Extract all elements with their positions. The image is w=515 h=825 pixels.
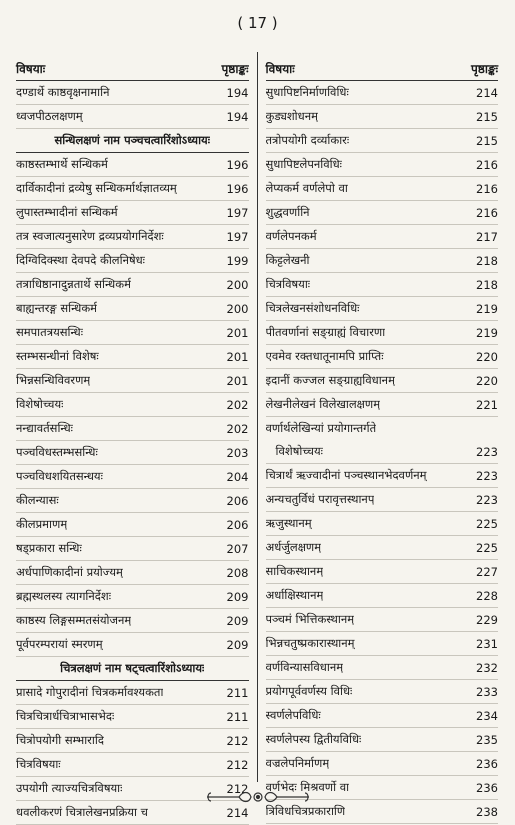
entry-title: तत्र स्वजात्यनुसारेण द्रव्यप्रयोगनिर्देशः — [16, 229, 164, 243]
toc-entry — [16, 633, 249, 657]
toc-entry — [266, 81, 499, 105]
entry-title: विशेषोच्चयः — [275, 444, 323, 458]
entry-page: 209 — [226, 613, 249, 628]
toc-entry — [16, 297, 249, 321]
entry-page: 227 — [476, 564, 498, 579]
entry-page: 212 — [226, 781, 249, 796]
toc-entry — [266, 632, 499, 656]
entry-title: पञ्चविधशयितसन्धयः — [16, 469, 103, 483]
entry-page: 223 — [476, 492, 498, 507]
toc-entry — [16, 273, 249, 297]
entry-page: 206 — [226, 517, 249, 532]
entry-page: 196 — [226, 157, 249, 172]
entry-title: लुपास्तम्भादीनां सन्धिकर्म — [16, 205, 118, 219]
entry-title: वर्णार्थलेखिन्यां प्रयोगान्तर्गते — [265, 421, 377, 435]
toc-entry — [266, 273, 499, 297]
entry-title: स्वर्णलेपविधिः — [265, 708, 321, 722]
entry-title: वज्रलेपनिर्माणम् — [265, 756, 330, 770]
toc-entry — [16, 489, 249, 513]
entry-title: त्रिविधचित्रप्रकाराणि — [265, 804, 346, 818]
toc-right-entries — [266, 81, 499, 824]
entry-title: एवमेव रक्तधातूनामपि प्राप्तिः — [265, 349, 384, 363]
entry-page: 235 — [476, 732, 498, 747]
entry-page: 201 — [226, 325, 249, 340]
entry-title: चित्रचित्रार्धचित्राभासभेदः — [16, 709, 115, 723]
entry-page: 209 — [226, 589, 249, 604]
entry-page: 231 — [476, 636, 498, 651]
entry-page: 197 — [226, 229, 249, 244]
toc-entry — [16, 369, 249, 393]
entry-title: वर्णविन्यासविधानम् — [265, 660, 344, 674]
entry-title: प्रयोगपूर्ववर्णस्य विधिः — [265, 684, 353, 698]
toc-entry — [266, 201, 499, 225]
toc-entry — [16, 225, 249, 249]
column-header — [16, 56, 249, 81]
entry-page: 216 — [476, 181, 498, 196]
entry-title: कीलन्यासः — [16, 493, 59, 507]
entry-page: 216 — [476, 157, 498, 172]
entry-title: चित्रलेखनसंशोधनविधिः — [265, 301, 360, 315]
toc-entry — [266, 105, 499, 129]
entry-title: इदानीं कज्जल सङ्ग्राह्यविधानम् — [265, 373, 395, 387]
entry-title: अर्धाक्षिस्थानम् — [265, 588, 324, 602]
entry-page: 229 — [476, 612, 498, 627]
entry-title: लेखनीलेखनं विलेखालक्षणम् — [265, 397, 381, 411]
entry-title: नन्द्यावर्तसन्धिः — [16, 421, 74, 435]
entry-title: प्रासादे गोपुरादीनां चित्रकर्मावश्यकता — [16, 685, 164, 699]
toc-entry — [16, 393, 249, 417]
entry-page: 197 — [226, 205, 249, 220]
toc-left-entries — [16, 81, 249, 825]
entry-title: अर्धर्जुलक्षणम् — [265, 540, 322, 554]
toc-left-column — [16, 56, 257, 820]
toc-entry — [266, 560, 499, 584]
toc-entry — [266, 704, 499, 728]
toc-entry — [16, 321, 249, 345]
entry-title: तत्राधिष्ठानादुन्नतार्थे सन्धिकर्म — [16, 277, 131, 291]
entry-page: 214 — [226, 805, 249, 820]
entry-page: 202 — [226, 421, 249, 436]
toc-entry — [266, 608, 499, 632]
entry-page: 234 — [476, 708, 498, 723]
entry-page: 201 — [226, 349, 249, 364]
entry-title: साचिकस्थानम् — [265, 564, 324, 578]
toc-entry — [266, 728, 499, 752]
entry-title: विशेषोच्चयः — [16, 397, 64, 411]
entry-title: लेप्यकर्म वर्णलेपो वा — [265, 181, 348, 195]
entry-page: 208 — [226, 565, 249, 580]
entry-page: 212 — [226, 757, 249, 772]
toc-entry — [266, 345, 499, 369]
entry-page: 206 — [226, 493, 249, 508]
toc-entry — [16, 201, 249, 225]
entry-title: समपातत्रयसन्धिः — [16, 325, 84, 339]
entry-title: पञ्चविधस्तम्भसन्धिः — [16, 445, 98, 459]
entry-page: 196 — [226, 181, 249, 196]
entry-title: चित्रलक्षणं नाम षट्चत्वारिंशोऽध्यायः — [60, 661, 205, 675]
entry-page: 211 — [226, 709, 249, 724]
toc-entry — [266, 512, 499, 536]
entry-title: ध्वजपीठलक्षणम् — [16, 109, 83, 123]
entry-title: अर्धपाणिकादीनां प्रयोज्यम् — [16, 565, 123, 579]
toc-entry — [266, 488, 499, 512]
toc-entry — [16, 681, 249, 705]
toc-entry — [16, 513, 249, 537]
entry-title: उपयोगी त्याज्यचित्रविषयाः — [16, 781, 123, 795]
page-number: ( 17 ) — [237, 14, 278, 32]
entry-title: वर्णभेदः मिश्रवर्णो वा — [265, 780, 350, 794]
toc-entry — [266, 129, 499, 153]
entry-page: 202 — [226, 397, 249, 412]
entry-title: ऋजुस्थानम् — [265, 516, 312, 530]
entry-page: 204 — [226, 469, 249, 484]
page-header: पृष्ठाङ्कः — [470, 61, 498, 76]
toc-entry — [266, 297, 499, 321]
entry-title: किट्टलेखनी — [265, 253, 310, 267]
toc-entry — [266, 321, 499, 345]
toc-entry — [16, 585, 249, 609]
entry-page: 201 — [226, 373, 249, 388]
entry-page: 236 — [476, 756, 498, 771]
entry-title: कुड्यशोधनम् — [265, 109, 318, 123]
entry-page: 199 — [226, 253, 249, 268]
toc-entry — [266, 440, 499, 464]
entry-page: 221 — [476, 397, 498, 412]
entry-page: 217 — [476, 229, 498, 244]
toc-right-column — [258, 56, 499, 819]
entry-title: काष्ठस्य लिङ्गसम्मतसंयोजनम् — [16, 613, 132, 627]
toc-entry — [266, 536, 499, 560]
toc-entry — [16, 705, 249, 729]
toc-entry — [266, 584, 499, 608]
entry-page: 225 — [476, 540, 498, 555]
entry-title: दिग्विदिक्स्था देवपदे कीलनिषेधः — [16, 253, 146, 267]
entry-title: पीतवर्णानां सङ्ग्राह्यं विचारणा — [265, 325, 386, 339]
toc-entry — [16, 561, 249, 585]
entry-page: 225 — [476, 516, 498, 531]
toc-entry — [16, 441, 249, 465]
toc-entry — [16, 537, 249, 561]
entry-page: 214 — [476, 85, 498, 100]
toc-entry — [266, 177, 499, 201]
entry-title: शुद्धवर्णानि — [265, 205, 310, 219]
toc-entry — [16, 249, 249, 273]
entry-title: काष्ठस्तम्भार्थे सन्धिकर्म — [16, 157, 108, 171]
toc-entry — [16, 417, 249, 441]
entry-title: दण्डार्थे काष्ठवृक्षनामानि — [16, 85, 110, 99]
entry-title: धवलीकरणं चित्रालेखनप्रक्रिया च — [16, 805, 148, 819]
entry-page: 212 — [226, 733, 249, 748]
entry-page: 223 — [476, 468, 498, 483]
entry-title: षड्प्रकारा सन्धिः — [16, 541, 82, 555]
entry-page: 219 — [476, 325, 498, 340]
entry-title: चित्रविषयाः — [265, 277, 311, 291]
entry-page: 223 — [476, 444, 498, 459]
entry-page: 236 — [476, 780, 498, 795]
entry-page: 207 — [226, 541, 249, 556]
entry-title: बाह्यन्तरङ्ग सन्धिकर्म — [16, 301, 98, 315]
entry-title: सुधापिष्टलेपनविधिः — [265, 157, 343, 171]
entry-title: स्तम्भसन्धीनां विशेषः — [16, 349, 99, 363]
entry-page: 233 — [476, 684, 498, 699]
entry-page: 218 — [476, 277, 498, 292]
entry-page: 203 — [226, 445, 249, 460]
entry-title: सुधापिष्टनिर्माणविधिः — [265, 85, 349, 99]
entry-page: 219 — [476, 301, 498, 316]
entry-title: स्वर्णलेपस्य द्वितीयविधिः — [265, 732, 362, 746]
entry-title: चित्रविषयाः — [16, 757, 61, 771]
toc-entry — [266, 752, 499, 776]
entry-title: तत्रोपयोगी दर्व्याकारः — [265, 133, 350, 147]
toc-entry — [16, 345, 249, 369]
entry-title: पञ्चमं भित्तिकस्थानम् — [265, 612, 355, 626]
entry-page: 194 — [226, 85, 249, 100]
toc-entry — [266, 249, 499, 273]
entry-page: 220 — [476, 373, 498, 388]
entry-page: 215 — [476, 109, 498, 124]
toc-entry — [266, 680, 499, 704]
entry-title: पूर्वपरम्परायां स्मरणम् — [16, 637, 103, 651]
subject-header: विषयाः — [16, 61, 46, 76]
toc-entry — [266, 417, 499, 440]
toc-entry — [16, 729, 249, 753]
subject-header: विषयाः — [265, 61, 295, 76]
entry-title: सन्धिलक्षणं नाम पञ्चचत्वारिंशोऽध्यायः — [54, 133, 211, 147]
page-header: पृष्ठाङ्कः — [221, 61, 249, 76]
column-header — [266, 56, 499, 81]
entry-page: 211 — [226, 685, 249, 700]
entry-page: 209 — [226, 637, 249, 652]
entry-page: 194 — [226, 109, 249, 124]
entry-title: कीलप्रमाणम् — [16, 517, 68, 531]
entry-page: 200 — [226, 301, 249, 316]
entry-title: चित्रार्थं ऋज्वादीनां पञ्चस्थानभेदवर्णनम् — [265, 468, 427, 482]
chapter-heading — [16, 657, 249, 681]
entry-page: 218 — [476, 253, 498, 268]
ornament-divider — [0, 789, 515, 805]
entry-title: अन्यचतुर्विधं परावृत्तस्थानप् — [265, 492, 375, 506]
entry-page: 200 — [226, 277, 249, 292]
toc-entry — [266, 656, 499, 680]
entry-page: 215 — [476, 133, 498, 148]
toc-entry — [16, 153, 249, 177]
table-of-contents — [16, 56, 498, 820]
entry-title: वर्णलेपनकर्म — [265, 229, 317, 243]
toc-entry — [16, 465, 249, 489]
entry-title: दार्विकादीनां द्रव्येषु सन्धिकर्मार्थज्ञातव्यम् — [16, 181, 177, 195]
ornament-icon — [203, 789, 313, 805]
entry-page: 232 — [476, 660, 498, 675]
toc-entry — [266, 225, 499, 249]
toc-entry — [16, 105, 249, 129]
toc-entry — [16, 753, 249, 777]
chapter-heading — [16, 129, 249, 153]
toc-entry — [16, 609, 249, 633]
toc-entry — [266, 369, 499, 393]
entry-page: 228 — [476, 588, 498, 603]
toc-entry — [16, 81, 249, 105]
entry-page: 216 — [476, 205, 498, 220]
toc-entry — [266, 393, 499, 417]
entry-page: 220 — [476, 349, 498, 364]
entry-page: 238 — [476, 804, 498, 819]
toc-entry — [16, 177, 249, 201]
toc-entry — [266, 153, 499, 177]
entry-title: चित्रोपयोगी सम्भारादि — [16, 733, 104, 747]
entry-title: भिन्नसन्धिविवरणम् — [16, 373, 91, 387]
entry-title: ब्रह्मस्थलस्य त्यागनिर्देशः — [16, 589, 112, 603]
entry-title: भिन्नचतुष्प्रकारास्थानम् — [265, 636, 355, 650]
toc-entry — [266, 464, 499, 488]
